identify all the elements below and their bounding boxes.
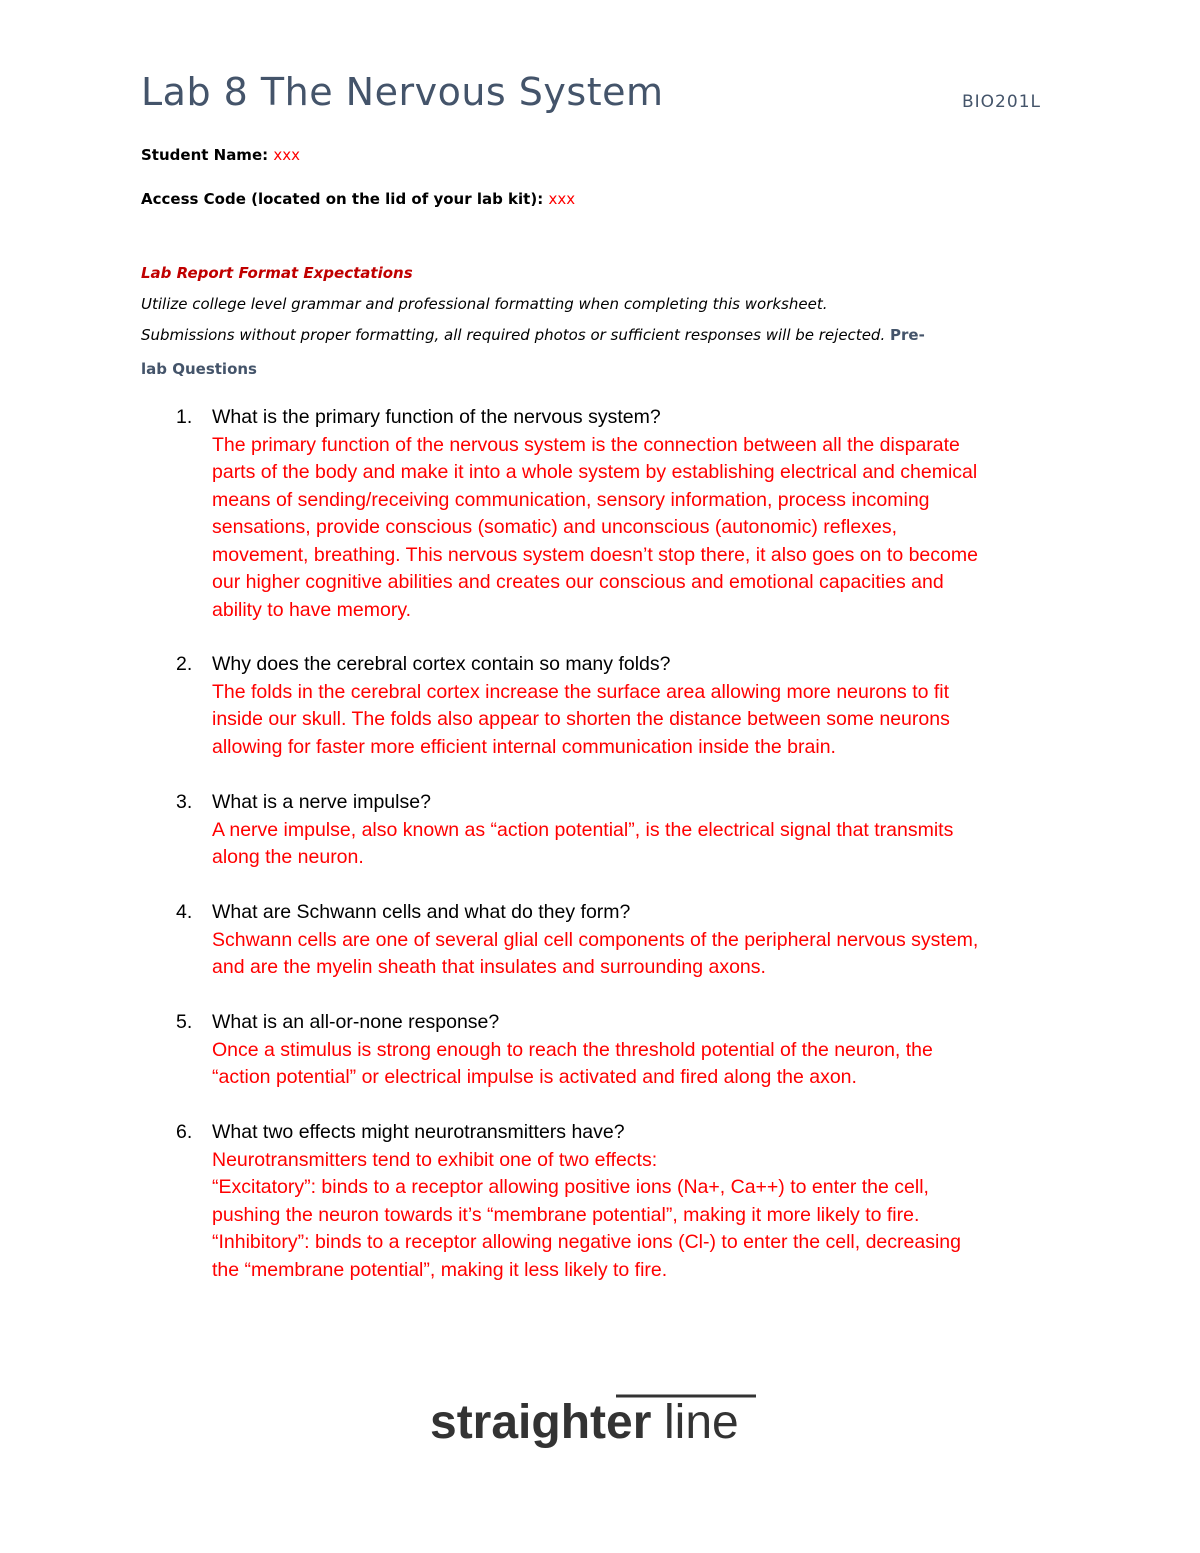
format-line-2: [141, 326, 925, 344]
answer-line: and are the myelin sheath that insulates and surrounding axons.: [212, 956, 766, 978]
question-block: [176, 1119, 1076, 1284]
answer-text: [212, 817, 1076, 872]
question-text: What is an all-or-none response?: [212, 1011, 500, 1033]
question-block: [176, 899, 1076, 982]
question-number: 1.: [176, 406, 193, 428]
question-block: [176, 789, 1076, 872]
answer-line: “Excitatory”: binds to a receptor allowing positive ions (Na+, Ca++) to enter the cell,: [212, 1176, 929, 1198]
question-number: 2.: [176, 653, 193, 675]
answer-line: A nerve impulse, also known as “action potential”, is the electrical signal that transmits: [212, 818, 954, 841]
question-number: 4.: [176, 901, 193, 923]
page-title: Lab 8 The Nervous System: [141, 70, 664, 114]
question-number: 6.: [176, 1121, 193, 1143]
logo-graphic: [430, 1390, 770, 1460]
answer-line: The folds in the cerebral cortex increase the surface area allowing more neurons to fit: [212, 680, 950, 703]
answer-line: “Inhibitory”: binds to a receptor allowing negative ions (Cl-) to enter the cell, decreasing: [212, 1231, 961, 1253]
answer-line: our higher cognitive abilities and creates our conscious and emotional capacities and: [212, 571, 944, 593]
answer-line: the “membrane potential”, making it less likely to fire.: [212, 1258, 668, 1281]
access-code-field: [141, 190, 575, 208]
question-text: Why does the cerebral cortex contain so many folds?: [212, 653, 671, 675]
answer-line: movement, breathing. This nervous system doesn’t stop there, it also goes on to become: [212, 543, 978, 566]
answer-line: allowing for faster more efficient internal communication inside the brain.: [212, 735, 836, 758]
answer-line: parts of the body and make it into a whole system by establishing electrical and chemical: [212, 461, 978, 483]
answer-line: means of sending/receiving communication, sensory information, process incoming: [212, 488, 930, 511]
question-number: 3.: [176, 791, 193, 813]
straighterline-logo: [430, 1390, 770, 1460]
question-block: [176, 1009, 1076, 1092]
prelab-heading-part1: Pre-: [890, 326, 925, 344]
answer-line: Schwann cells are one of several glial cell components of the peripheral nervous system,: [212, 928, 979, 951]
student-name-field: [141, 146, 300, 164]
question-block: [176, 404, 1076, 624]
answer-line: The primary function of the nervous system is the connection between all the disparate: [212, 433, 960, 456]
prelab-heading-part2: lab Questions: [141, 360, 257, 378]
answer-text: [212, 1037, 1076, 1092]
question-block: [176, 651, 1076, 761]
logo-text-bold: straighter: [430, 1396, 652, 1449]
answer-line: sensations, provide conscious (somatic) and unconscious (autonomic) reflexes,: [212, 516, 897, 538]
question-number: 5.: [176, 1011, 193, 1033]
answer-text: [212, 927, 1076, 982]
question-text: What two effects might neurotransmitters have?: [212, 1121, 625, 1143]
question-text: What is the primary function of the nervous system?: [212, 406, 661, 428]
answer-line: inside our skull. The folds also appear to shorten the distance between some neurons: [212, 708, 950, 730]
question-text: What are Schwann cells and what do they form?: [212, 901, 631, 923]
student-name-value: xxx: [273, 146, 300, 164]
answer-line: Once a stimulus is strong enough to reach the threshold potential of the neuron, the: [212, 1038, 933, 1061]
student-name-label: Student Name:: [141, 146, 269, 164]
format-expectations-heading: Lab Report Format Expectations: [141, 264, 413, 282]
answer-line: “action potential” or electrical impulse is activated and fired along the axon.: [212, 1066, 857, 1088]
format-line-2-text: Submissions without proper formatting, all required photos or sufficient responses will be rejected.: [141, 326, 886, 344]
course-code: BIO201L: [962, 92, 1041, 112]
answer-line: pushing the neuron towards it’s “membrane potential”, making it more likely to fire.: [212, 1203, 920, 1226]
answer-line: ability to have memory.: [212, 598, 412, 621]
answer-line: along the neuron.: [212, 846, 364, 868]
answer-line: Neurotransmitters tend to exhibit one of two effects:: [212, 1148, 658, 1171]
answer-text: [212, 1147, 1076, 1285]
answer-text: [212, 679, 1076, 762]
question-text: What is a nerve impulse?: [212, 791, 431, 813]
format-line-1: Utilize college level grammar and professional formatting when completing this worksheet.: [141, 295, 828, 313]
access-code-value: xxx: [548, 190, 576, 208]
logo-text-light: line: [664, 1396, 739, 1449]
access-code-label: Access Code (located on the lid of your lab kit):: [141, 190, 544, 208]
answer-text: [212, 432, 1076, 625]
